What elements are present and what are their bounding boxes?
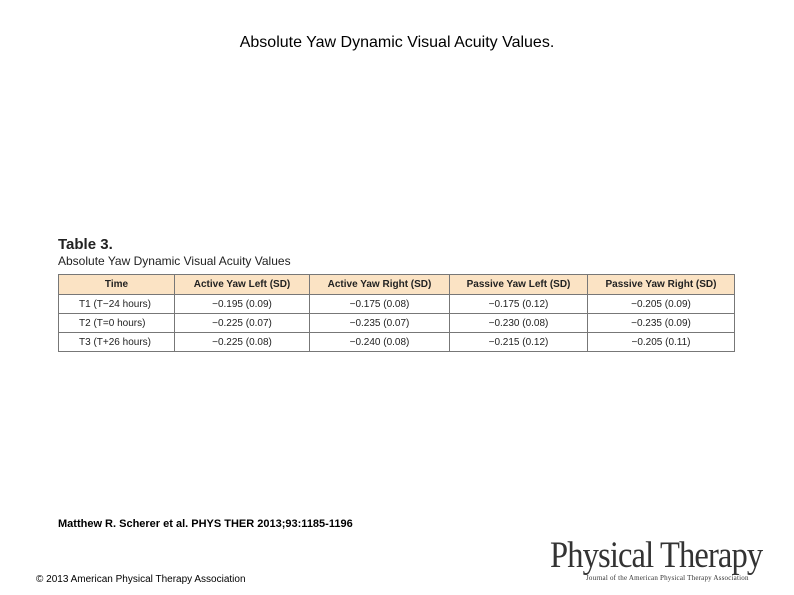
table-row <box>59 314 735 333</box>
table-cell: −0.225 (0.08) <box>175 333 310 352</box>
table-cell: −0.205 (0.09) <box>588 295 735 314</box>
table-cell: −0.175 (0.12) <box>450 295 588 314</box>
table-cell: T1 (T−24 hours) <box>59 295 175 314</box>
table-row <box>59 333 735 352</box>
table-cell: −0.230 (0.08) <box>450 314 588 333</box>
column-header-time: Time <box>59 275 175 295</box>
table-cell: −0.195 (0.09) <box>175 295 310 314</box>
table-cell: −0.205 (0.11) <box>588 333 735 352</box>
journal-logo <box>550 536 782 586</box>
table-cell: T3 (T+26 hours) <box>59 333 175 352</box>
copyright: © 2013 American Physical Therapy Association <box>36 574 246 585</box>
table-row <box>59 295 735 314</box>
slide-title: Absolute Yaw Dynamic Visual Acuity Values. <box>239 34 555 51</box>
column-header-active-yaw-right: Active Yaw Right (SD) <box>310 275 450 295</box>
data-table <box>58 274 735 352</box>
column-header-active-yaw-left: Active Yaw Left (SD) <box>175 275 310 295</box>
logo-wordmark: Physical Therapy <box>550 535 763 576</box>
table-cell: T2 (T=0 hours) <box>59 314 175 333</box>
table-cell: −0.225 (0.07) <box>175 314 310 333</box>
table-cell: −0.175 (0.08) <box>310 295 450 314</box>
table-number: Table 3. <box>58 236 113 253</box>
table-header-row <box>59 275 735 295</box>
table-block <box>58 236 734 352</box>
column-header-passive-yaw-right: Passive Yaw Right (SD) <box>588 275 735 295</box>
logo-tagline: Journal of the American Physical Therapy Association <box>586 574 749 582</box>
table-cell: −0.240 (0.08) <box>310 333 450 352</box>
column-header-passive-yaw-left: Passive Yaw Left (SD) <box>450 275 588 295</box>
table-caption: Absolute Yaw Dynamic Visual Acuity Values <box>58 254 291 268</box>
table-cell: −0.215 (0.12) <box>450 333 588 352</box>
table-cell: −0.235 (0.09) <box>588 314 735 333</box>
table-cell: −0.235 (0.07) <box>310 314 450 333</box>
citation: Matthew R. Scherer et al. PHYS THER 2013;93:1185-1196 <box>58 518 353 530</box>
